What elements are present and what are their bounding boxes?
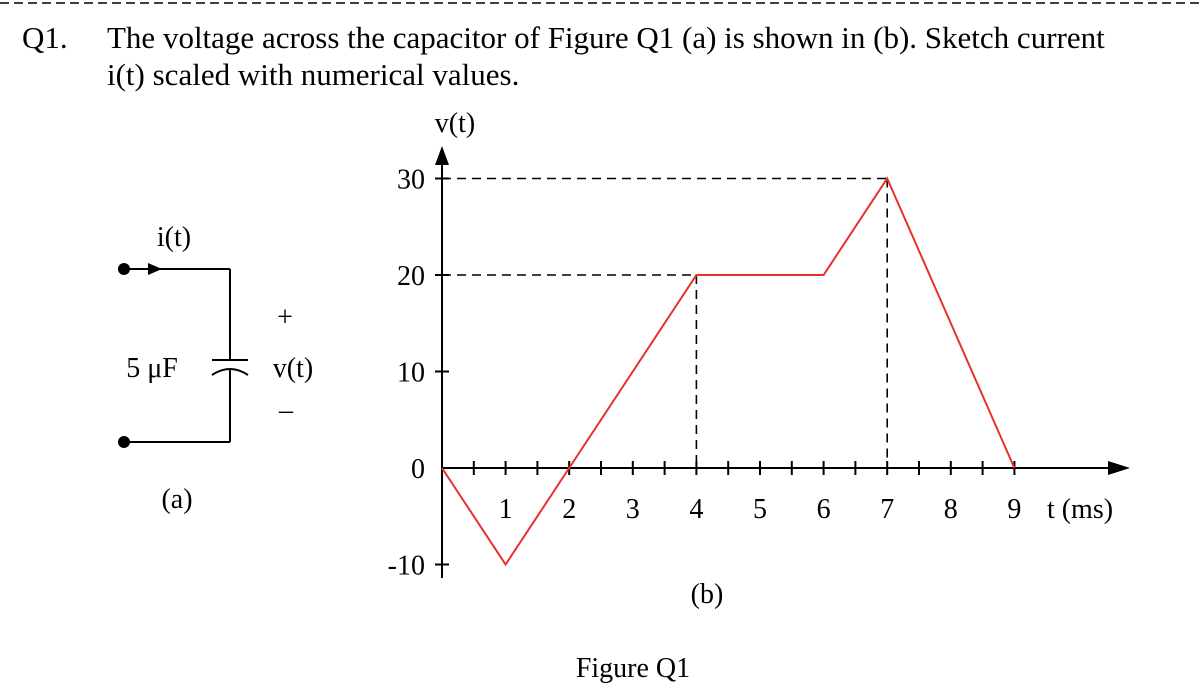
y-tick-label: 30 — [397, 164, 425, 196]
x-tick-label: 8 — [943, 494, 958, 525]
y-tick-label: -10 — [387, 550, 425, 582]
x-tick-label: 1 — [498, 494, 513, 525]
x-axis-label: t (ms) — [1046, 494, 1114, 525]
graph-caption: (b) — [690, 579, 724, 610]
circuit-diagram — [118, 222, 313, 515]
x-tick-label: 5 — [753, 494, 767, 525]
x-tick-label: 2 — [562, 494, 577, 525]
current-label: i(t) — [156, 222, 192, 253]
question-line-2: i(t) scaled with numerical values. — [107, 57, 520, 92]
x-tick-label: 9 — [1007, 494, 1022, 525]
x-tick-label: 7 — [880, 494, 895, 525]
y-tick-label: 10 — [397, 357, 425, 389]
figure-caption: Figure Q1 — [575, 653, 691, 684]
capacitance-label: 5 μF — [126, 353, 178, 384]
voltage-series-line — [442, 179, 1014, 565]
y-tick-label: 0 — [411, 454, 425, 485]
question-number: Q1. — [22, 20, 68, 55]
y-tick-label: 20 — [397, 261, 425, 292]
voltage-label: v(t) — [272, 353, 314, 384]
x-tick-label: 4 — [689, 494, 704, 525]
circuit-caption: (a) — [161, 484, 193, 515]
minus-sign: – — [279, 395, 293, 426]
x-tick-label: 6 — [816, 494, 831, 525]
y-axis-arrow-icon — [435, 146, 449, 165]
current-arrow-icon — [148, 263, 162, 275]
bottom-terminal — [118, 436, 130, 448]
voltage-graph — [388, 108, 1130, 610]
y-axis-label: v(t) — [434, 108, 476, 139]
question-line-1: The voltage across the capacitor of Figure Q1 (a) is shown in (b). Sketch current — [107, 20, 1105, 55]
plus-sign: + — [277, 302, 293, 333]
x-axis-arrow-icon — [1108, 461, 1130, 475]
x-tick-label: 3 — [625, 494, 640, 525]
